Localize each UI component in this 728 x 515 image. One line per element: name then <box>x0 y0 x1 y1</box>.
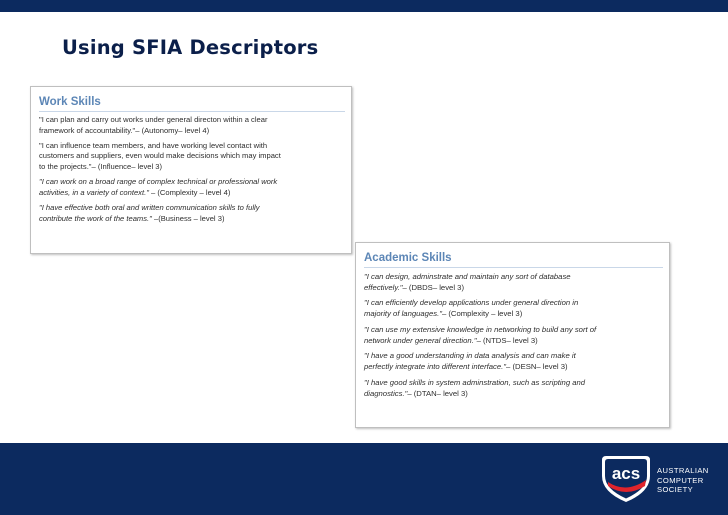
entry-text: "I can use my extensive knowledge in networking to build any sort of <box>364 324 597 334</box>
entry-text: "I can efficiently develop applications under general direction in <box>364 298 579 308</box>
entry-text: diagnostics." <box>364 388 408 398</box>
sfia-level-tag: – (Autonomy– level 4) <box>135 125 210 135</box>
sfia-level-tag: –(Business – level 3) <box>151 213 225 223</box>
entry-text: "I can plan and carry out works under general directon within a clear <box>39 115 268 124</box>
sfia-level-tag: – (DTAN– level 3) <box>407 388 468 398</box>
entry-text: activities, in a variety of context." <box>39 187 149 197</box>
work-skill-entry <box>39 177 345 198</box>
entry-text: to the projects." <box>39 161 92 171</box>
academic-skill-entry <box>364 377 663 399</box>
sfia-level-tag: – (Complexity – level 4) <box>148 187 231 197</box>
slide-title: Using SFIA Descriptors <box>62 36 319 59</box>
entry-text: network under general direction." <box>364 335 477 345</box>
sfia-level-tag: – (NTDS– level 3) <box>476 335 538 345</box>
academic-skills-panel <box>355 242 670 428</box>
academic-skill-entry <box>364 271 663 293</box>
work-skill-entry <box>39 115 345 136</box>
entry-text: effectively." <box>364 283 403 292</box>
work-skill-entry <box>39 141 345 173</box>
entry-text: "I have a good understanding in data analysis and can make it <box>364 351 576 361</box>
org-name-line: SOCIETY <box>657 485 694 495</box>
entry-text: perfectly integrate into different interface." <box>364 362 507 372</box>
org-name-line: COMPUTER <box>657 475 704 485</box>
academic-skill-entry <box>364 324 663 346</box>
sfia-level-tag: – (DBDS– level 3) <box>402 283 465 292</box>
org-name <box>657 466 709 495</box>
sfia-level-tag: – (DESN– level 3) <box>506 362 568 372</box>
entry-text: "I have good skills in system adminstration, such as scripting and <box>364 377 586 387</box>
work-skills-heading: Work Skills <box>39 96 345 112</box>
entry-text: "I can work on a broad range of complex technical or professional work <box>39 177 278 187</box>
academic-skill-entry <box>364 297 663 319</box>
academic-skill-entry <box>364 350 663 372</box>
top-accent-bar <box>0 0 728 12</box>
sfia-level-tag: – (Complexity – level 3) <box>441 309 523 319</box>
sfia-level-tag: – (Influence– level 3) <box>91 161 163 171</box>
entry-text: framework of accountability." <box>39 125 136 135</box>
org-name-line: AUSTRALIAN <box>657 466 709 475</box>
logo-mark-text: acs <box>611 464 641 483</box>
work-skill-entry <box>39 203 345 224</box>
entry-text: "I have effective both oral and written communication skills to fully <box>39 202 260 212</box>
work-skills-panel <box>30 86 352 254</box>
entry-text: contribute the work of the teams." <box>39 213 152 223</box>
entry-text: "I can design, adminstrate and maintain any sort of database <box>364 272 571 281</box>
acs-logo-icon <box>600 452 652 504</box>
entry-text: customers and suppliers, even would make decisions which may impact <box>39 151 281 161</box>
academic-skills-heading: Academic Skills <box>364 252 663 268</box>
entry-text: majority of languages." <box>364 309 442 319</box>
entry-text: "I can influence team members, and have working level contact with <box>39 140 268 150</box>
